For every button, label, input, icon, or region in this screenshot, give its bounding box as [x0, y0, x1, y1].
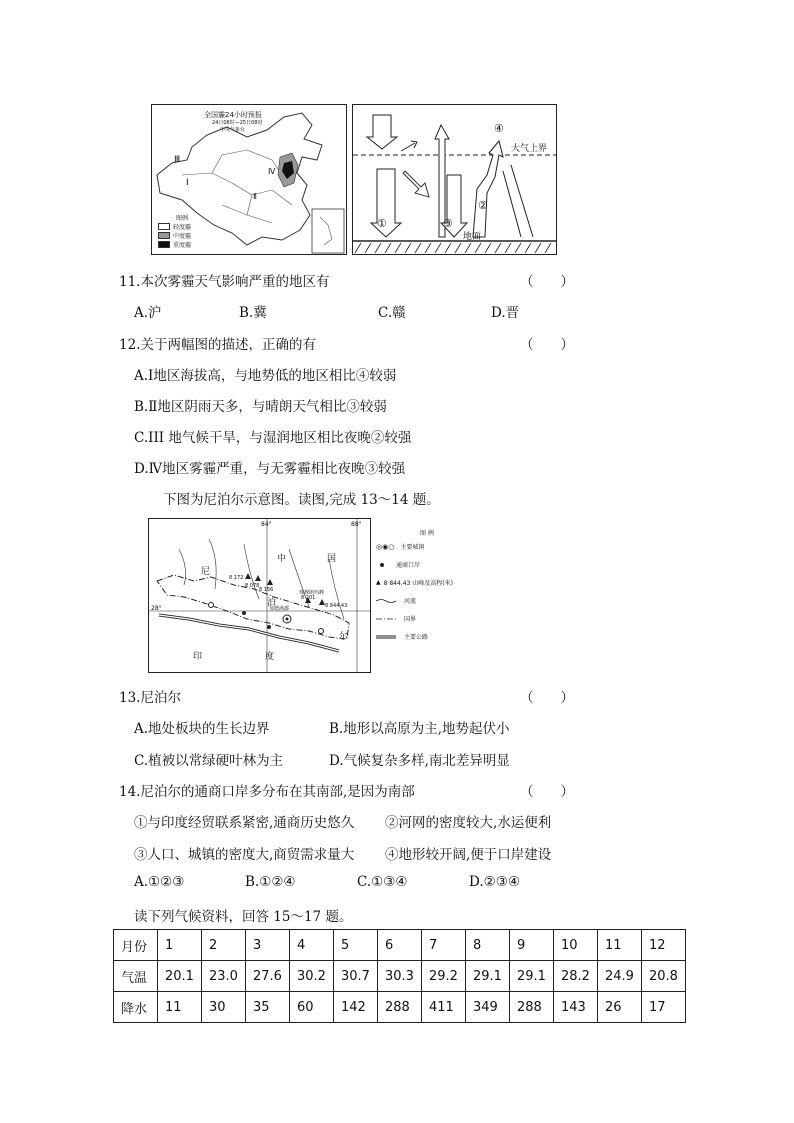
q14-statement-3: ③人口、城镇的密度大,商贸需求量大 [134, 847, 355, 863]
month-row [114, 930, 686, 961]
q14-option-a: A.①②③ [134, 874, 185, 890]
table-cell: 5 [334, 930, 378, 961]
climate-intro: 读下列气候资料，回答 15～17 题。 [134, 909, 353, 925]
peak-8156: 8 156 [259, 587, 274, 593]
marker-3: ③ [443, 217, 453, 230]
region-label-4: Ⅳ [268, 167, 276, 176]
table-cell: 6 [378, 930, 422, 961]
legend-item-light: 轻度霾 [158, 222, 191, 231]
q14-option-c: C.①③④ [357, 874, 408, 890]
table-cell: 349 [466, 992, 510, 1023]
table-cell: 288 [510, 992, 554, 1023]
label-nepal-2: 泊 [267, 598, 277, 608]
table-cell: 30.3 [378, 961, 422, 992]
ground-label: 地面 [463, 232, 482, 242]
table-cell: 29.1 [466, 961, 510, 992]
q12-answer-blank: （ ） [520, 337, 574, 353]
nepal-map-drawing [149, 519, 370, 672]
legend2-towns: ◎◉○ 主要城镇 [376, 542, 425, 551]
table-cell: 411 [422, 992, 466, 1023]
map-title: 全国霾24小时预报 [204, 111, 262, 119]
table-cell: 30 [202, 992, 246, 1023]
table-cell: 10 [554, 930, 598, 961]
peak-8172: 8 172 [229, 575, 244, 581]
q14-statement-4: ④地形较开阔,便于口岸建设 [385, 847, 552, 863]
table-row-header: 气温 [114, 961, 158, 992]
table-cell: 20.1 [158, 961, 202, 992]
table-row-header: 降水 [114, 992, 158, 1023]
table-row-header: 月份 [114, 930, 158, 961]
table-cell: 29.2 [422, 961, 466, 992]
table-cell: 7 [422, 930, 466, 961]
q11-option-c: C.赣 [378, 305, 406, 321]
q14-stem: 14.尼泊尔的通商口岸多分布在其南部,是因为南部 [119, 784, 415, 800]
upper-atmosphere-label: 大气上界 [511, 144, 548, 154]
legend2-ports: 通商口岸 [376, 560, 420, 569]
legend-item-heavy: 重度霾 [158, 240, 191, 249]
q13-option-d: D.气候复杂多样,南北差异明显 [329, 753, 510, 769]
q13-option-b: B.地形以高原为主,地势起伏小 [329, 721, 510, 737]
table-cell: 1 [158, 930, 202, 961]
table-cell: 27.6 [246, 961, 290, 992]
q11-option-b: B.冀 [239, 305, 267, 321]
nepal-map-legend [376, 528, 486, 658]
q11-answer-blank: （ ） [520, 274, 574, 290]
peak-8078: 8 078 [245, 583, 260, 589]
q14-answer-blank: （ ） [520, 784, 574, 800]
q11-option-a: A.沪 [134, 305, 162, 321]
q14-option-d: D.②③④ [469, 874, 520, 890]
table-cell: 28.2 [554, 961, 598, 992]
table-cell: 29.1 [510, 961, 554, 992]
q11-option-d: D.晋 [491, 305, 520, 321]
table-cell: 30.7 [334, 961, 378, 992]
q13-answer-blank: （ ） [520, 690, 574, 706]
label-india-1: 印 [193, 652, 203, 662]
table-cell: 20.8 [642, 961, 686, 992]
table-cell: 8 [466, 930, 510, 961]
haze-forecast-map [151, 104, 347, 255]
marker-2: ② [478, 199, 488, 212]
legend-item-medium: 中度霾 [158, 231, 191, 240]
table-cell: 11 [158, 992, 202, 1023]
table-cell: 142 [334, 992, 378, 1023]
q12-option-b: B.Ⅱ地区阴雨天多，与晴朗天气相比③较弱 [134, 399, 387, 415]
table-cell: 30.2 [290, 961, 334, 992]
table-cell: 23.0 [202, 961, 246, 992]
legend2-peaks: ▲ 8 844.43 山峰及高程(米) [376, 579, 453, 587]
radiation-arrows [353, 105, 556, 254]
q13-option-a: A.地处板块的生长边界 [134, 721, 270, 737]
q12-option-c: C.III 地气候干旱，与湿润地区相比夜晚②较强 [134, 430, 412, 446]
legend2-border: 国界 [404, 616, 417, 623]
table-cell: 17 [642, 992, 686, 1023]
table-cell: 11 [598, 930, 642, 961]
lat-label-28: 28° [151, 605, 162, 612]
region-label-3: Ⅲ [174, 155, 181, 165]
q14-statement-1: ①与印度经贸联系紧密,通商历史悠久 [134, 815, 355, 831]
legend-title: 图例 [176, 215, 189, 222]
label-nepal-3: 尔 [339, 632, 349, 642]
climate-table-body [114, 930, 686, 1023]
table-cell: 4 [290, 930, 334, 961]
q13-stem: 13.尼泊尔 [119, 690, 181, 706]
q12-option-d: D.Ⅳ地区雾霾严重，与无雾霾相比夜晚③较强 [134, 461, 406, 477]
legend2-title: 图 例 [420, 530, 434, 537]
lon-label-88: 88° [351, 521, 362, 528]
region-label-2: Ⅱ [253, 192, 257, 201]
map-time: 24日08时—25日08时 [212, 120, 263, 126]
marker-1: ① [377, 217, 387, 230]
legend2-rivers: 河流 [376, 596, 416, 605]
q12-stem: 12.关于两幅图的描述，正确的有 [119, 337, 316, 353]
q11-stem: 11.本次雾霾天气影响严重的地区有 [119, 274, 330, 290]
label-nepal-1: 尼 [201, 567, 211, 577]
label-china-1: 中 [277, 554, 287, 564]
table-cell: 12 [642, 930, 686, 961]
table-cell: 288 [378, 992, 422, 1023]
peak-name-everest: 珠穆朗玛峰 [299, 590, 325, 596]
nepal-intro: 下图为尼泊尔示意图。读图,完成 13～14 题。 [163, 492, 440, 508]
climate-data-table [113, 929, 686, 1023]
table-cell: 26 [598, 992, 642, 1023]
map-source: 中央气象台 [220, 127, 246, 133]
nepal-map [148, 518, 371, 673]
region-label-1: Ⅰ [186, 178, 189, 188]
lon-label-84: 84° [261, 521, 272, 528]
temperature-row [114, 961, 686, 992]
table-cell: 3 [246, 930, 290, 961]
legend2-roads: 主要公路 [404, 634, 429, 641]
capital-kathmandu: 加德满都 [269, 606, 290, 612]
atmosphere-radiation-diagram [352, 104, 557, 255]
q12-option-a: A.Ⅰ地区海拔高，与地势低的地区相比④较弱 [134, 368, 397, 384]
peak-8201: 8 201 [301, 595, 316, 601]
q13-option-c: C.植被以常绿硬叶林为主 [134, 753, 284, 769]
table-cell: 24.9 [598, 961, 642, 992]
peak-8844: 8 844.43 [325, 603, 348, 609]
table-cell: 9 [510, 930, 554, 961]
marker-4: ④ [494, 122, 504, 135]
table-cell: 35 [246, 992, 290, 1023]
table-cell: 60 [290, 992, 334, 1023]
q14-option-b: B.①②④ [245, 874, 296, 890]
table-cell: 143 [554, 992, 598, 1023]
label-india-2: 度 [265, 652, 275, 662]
precipitation-row [114, 992, 686, 1023]
label-china-2: 国 [327, 554, 337, 564]
q14-statement-2: ②河网的密度较大,水运便利 [385, 815, 552, 831]
table-cell: 2 [202, 930, 246, 961]
